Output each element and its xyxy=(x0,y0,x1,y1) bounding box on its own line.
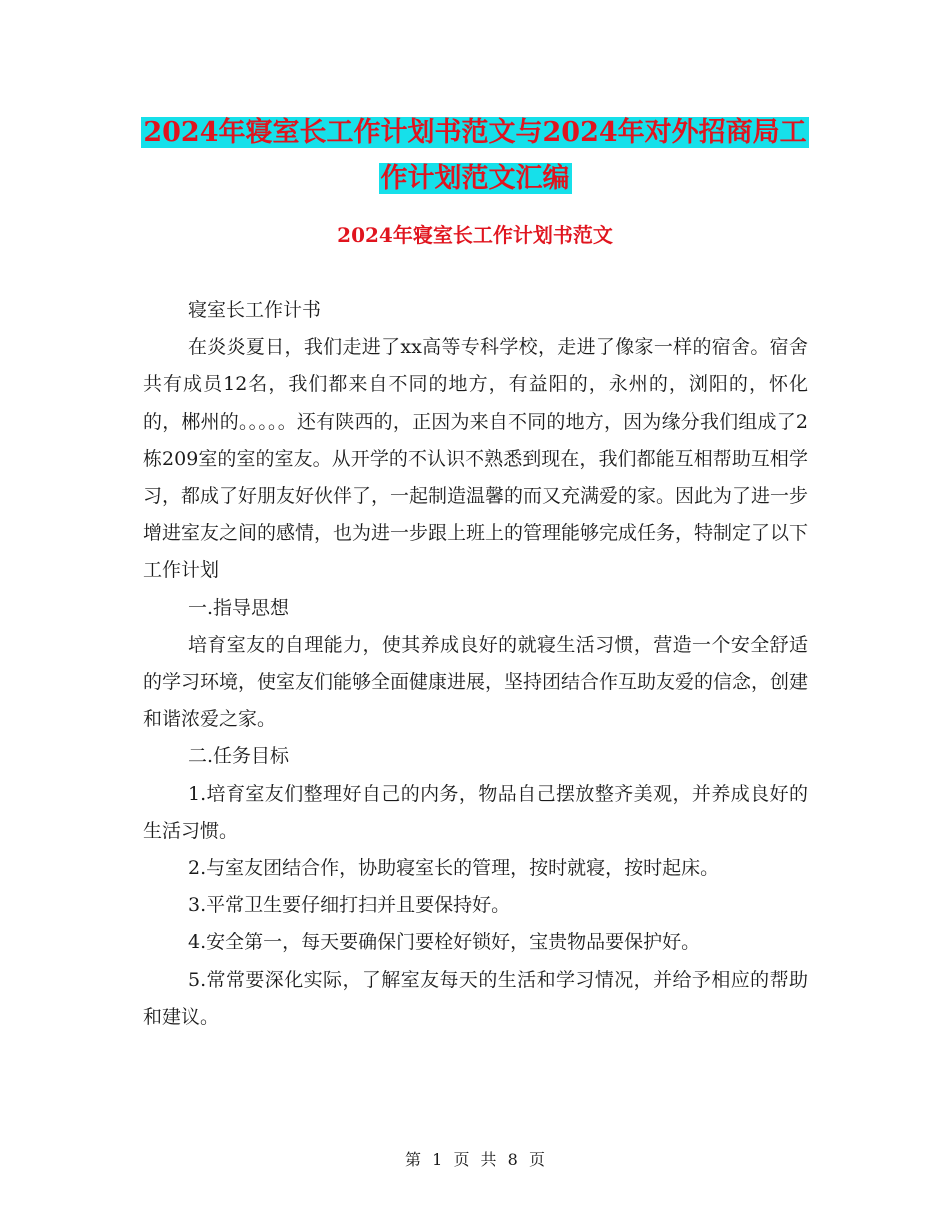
list-item-goal-3: 3.平常卫生要仔细打扫并且要保持好。 xyxy=(188,894,511,917)
document-title xyxy=(140,110,810,202)
list-item-goal-2: 2.与室友团结合作，协助寝室长的管理，按时就寝，按时起床。 xyxy=(188,857,720,880)
page-footer xyxy=(0,1148,950,1172)
paragraph-intro: 在炎炎夏日，我们走进了xx高等专科学校，走进了像家一样的宿舍。宿舍共有成员12名，我们都来自不同的地方，有益阳的，永州的，浏阳的，怀化的，郴州的。。。。。还有陕西的，正因为来自不同的地方，因为缘分我们组成了2栋209室的室的室友。从开学的不认识不熟悉到现在，我们都能互相帮助互相学习，都成了好朋友好伙伴了，一起制造温馨的而又充满爱的家。因此为了进一步增进室友之间的感情，也为进一步跟上班上的管理能够完成任务，特制定了以下工作计划 xyxy=(143,336,809,582)
footer-suffix: 页 xyxy=(528,1150,545,1169)
list-item-goal-1: 1.培育室友们整理好自己的内务，物品自己摆放整齐美观，并养成良好的生活习惯。 xyxy=(143,782,808,842)
paragraph-guideline-heading: 一.指导思想 xyxy=(188,596,290,619)
footer-prefix: 第 xyxy=(405,1150,422,1169)
footer-total-word: 共 xyxy=(480,1150,497,1169)
title-line-1: 2024年寝室长工作计划书范文与2024年对外招商局工 xyxy=(143,117,807,148)
paragraph-guideline: 培育室友的自理能力，使其养成良好的就寝生活习惯，营造一个安全舒适的学习环境，使室友们能够全面健康进展，坚持团结合作互助友爱的信念，创建和谐浓爱之家。 xyxy=(143,633,809,731)
paragraph-heading: 寝室长工作计书 xyxy=(188,299,322,321)
list-item-goal-5: 5.常常要深化实际，了解室友每天的生活和学习情况，并给予相应的帮助和建议。 xyxy=(143,968,808,1028)
section-title: 2024年寝室长工作计划书范文 xyxy=(337,223,613,247)
title-line-2: 作计划范文汇编 xyxy=(380,163,570,194)
footer-page-number: 1 xyxy=(432,1150,443,1169)
document-body xyxy=(143,292,808,1036)
paragraph-goals-heading: 二.任务目标 xyxy=(188,745,290,768)
footer-total-pages: 8 xyxy=(507,1150,518,1169)
list-item-goal-4: 4.安全第一，每天要确保门要栓好锁好，宝贵物品要保护好。 xyxy=(188,931,701,954)
footer-page-word: 页 xyxy=(453,1150,470,1169)
